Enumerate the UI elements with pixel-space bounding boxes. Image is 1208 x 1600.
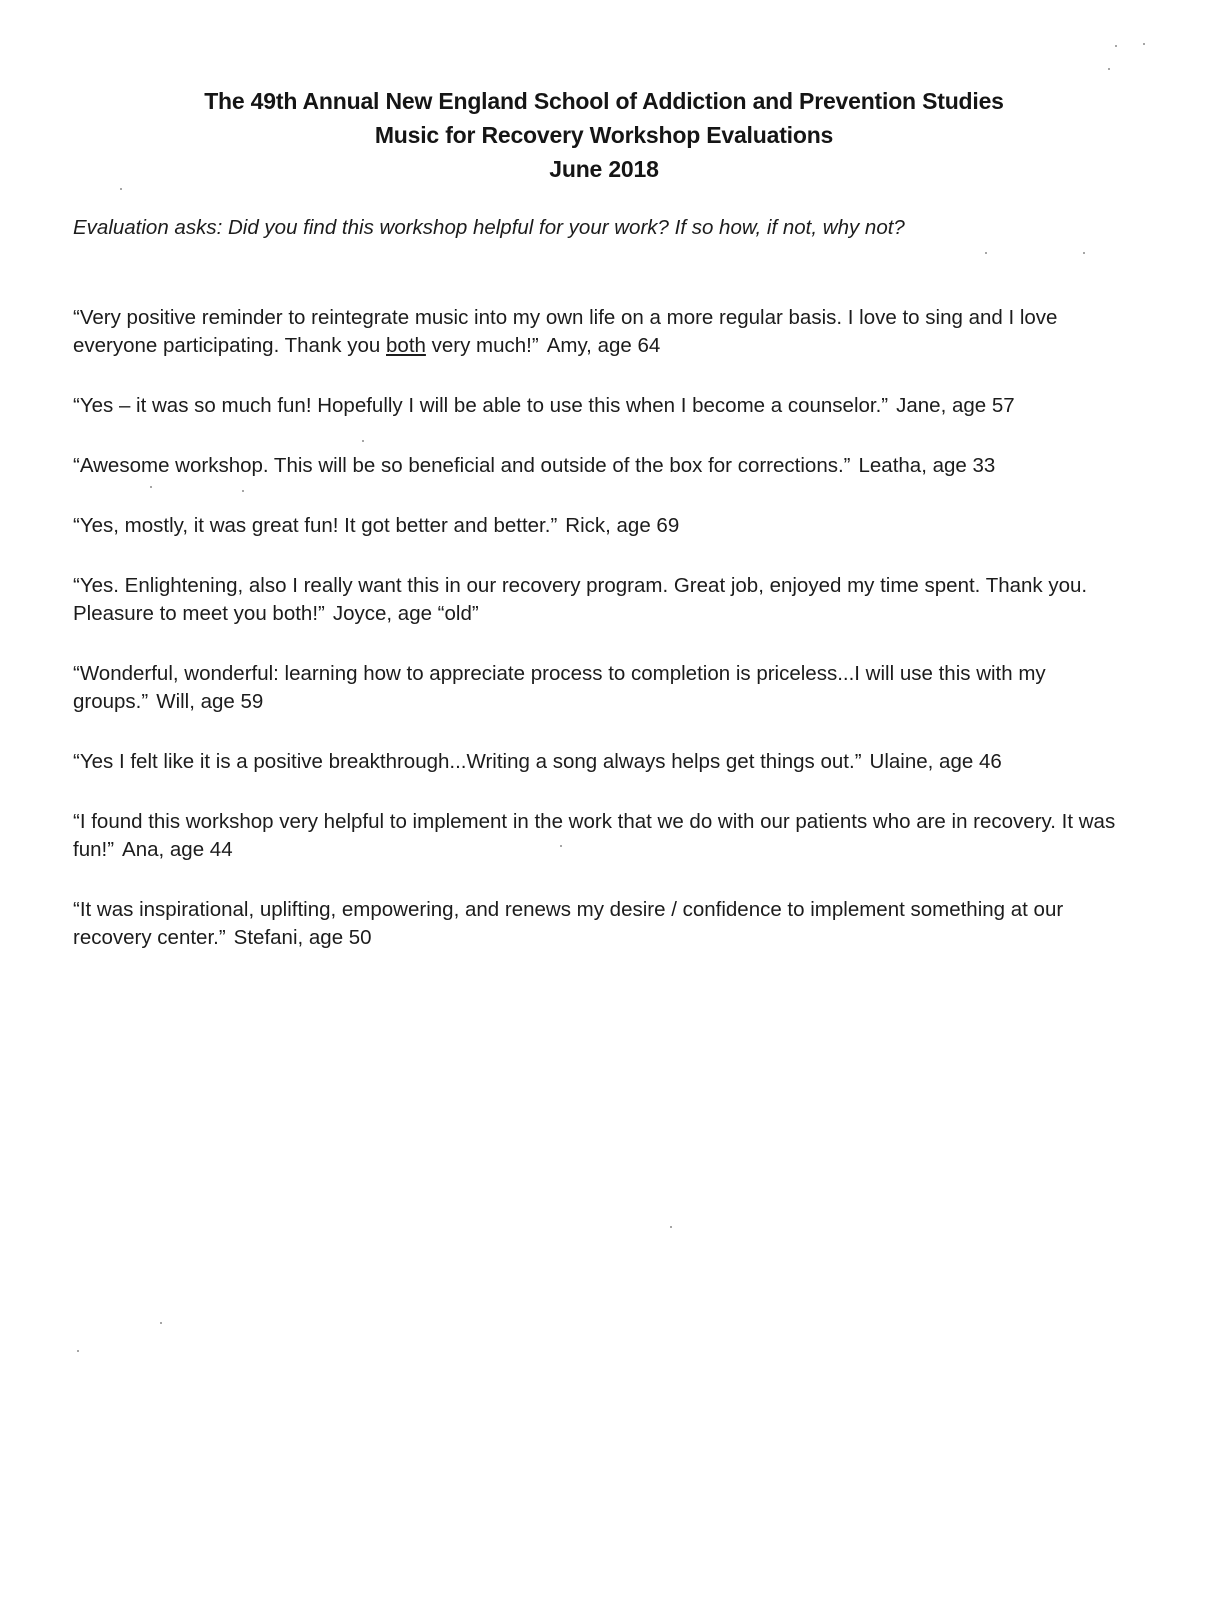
- scan-speck: [1143, 43, 1145, 45]
- comment-item: [73, 452, 1143, 480]
- comment-attribution: Rick, age 69: [565, 514, 680, 537]
- comment-item: [73, 660, 1143, 716]
- scan-speck: [242, 490, 244, 492]
- comment-attribution: Amy, age 64: [546, 334, 661, 357]
- comment-quote: “Very positive reminder to reintegrate music into my own life on a more regular basis. I love to sing and I love everyone participating. Thank you: [73, 306, 1058, 357]
- scan-speck: [362, 440, 364, 442]
- comment-quote-underlined: both: [386, 334, 426, 357]
- comment-quote: “I found this workshop very helpful to implement in the work that we do with our patients who are in recovery. It was fun!”: [73, 810, 1116, 861]
- comment-attribution: Ana, age 44: [122, 838, 233, 861]
- scan-speck: [670, 1226, 672, 1228]
- comment-item: [73, 748, 1143, 776]
- comment-quote: “Yes – it was so much fun! Hopefully I will be able to use this when I become a counselor.”: [73, 394, 889, 417]
- comment-attribution: Ulaine, age 46: [869, 750, 1002, 773]
- comment-attribution: Will, age 59: [156, 690, 264, 713]
- comment-item: [73, 808, 1143, 864]
- scan-speck: [150, 486, 152, 488]
- scan-speck: [160, 1322, 162, 1324]
- comment-quote: “Wonderful, wonderful: learning how to appreciate process to completion is priceless...I will use this with my groups.”: [73, 662, 1046, 713]
- document-header: [0, 84, 1208, 186]
- comment-item: [73, 512, 1143, 540]
- comment-attribution: Joyce, age “old”: [332, 602, 479, 625]
- document-title: The 49th Annual New England School of Addiction and Prevention Studies: [204, 88, 1004, 114]
- comment-item: [73, 304, 1143, 360]
- scan-speck: [120, 188, 122, 190]
- comment-attribution: Stefani, age 50: [233, 926, 372, 949]
- comment-attribution: Leatha, age 33: [858, 454, 996, 477]
- comment-item: [73, 896, 1143, 952]
- comment-item: [73, 572, 1143, 628]
- comment-quote: “Yes, mostly, it was great fun! It got better and better.”: [73, 514, 558, 537]
- comment-attribution: Jane, age 57: [896, 394, 1015, 417]
- comment-item: [73, 392, 1143, 420]
- evaluation-prompt: Evaluation asks: Did you find this workshop helpful for your work? If so how, if not, why not?: [73, 216, 905, 239]
- comment-quote: “It was inspirational, uplifting, empowering, and renews my desire / confidence to implement something at our recovery center.”: [73, 898, 1064, 949]
- scan-speck: [1115, 45, 1117, 47]
- scan-speck: [985, 252, 987, 254]
- comment-quote: “Yes. Enlightening, also I really want this in our recovery program. Great job, enjoyed my time spent. Thank you. Pleasure to meet you both!”: [73, 574, 1088, 625]
- comment-quote: “Yes I felt like it is a positive breakthrough...Writing a song always helps get things out.”: [73, 750, 862, 773]
- comments-list: [73, 304, 1143, 984]
- scan-speck: [1083, 252, 1085, 254]
- scan-speck: [77, 1350, 79, 1352]
- scan-speck: [1108, 68, 1110, 70]
- document-subtitle: Music for Recovery Workshop Evaluations: [374, 122, 834, 148]
- scan-speck: [560, 845, 562, 847]
- document-date: June 2018: [549, 156, 659, 182]
- comment-quote: “Awesome workshop. This will be so beneficial and outside of the box for corrections.”: [73, 454, 851, 477]
- comment-quote: very much!”: [425, 334, 539, 357]
